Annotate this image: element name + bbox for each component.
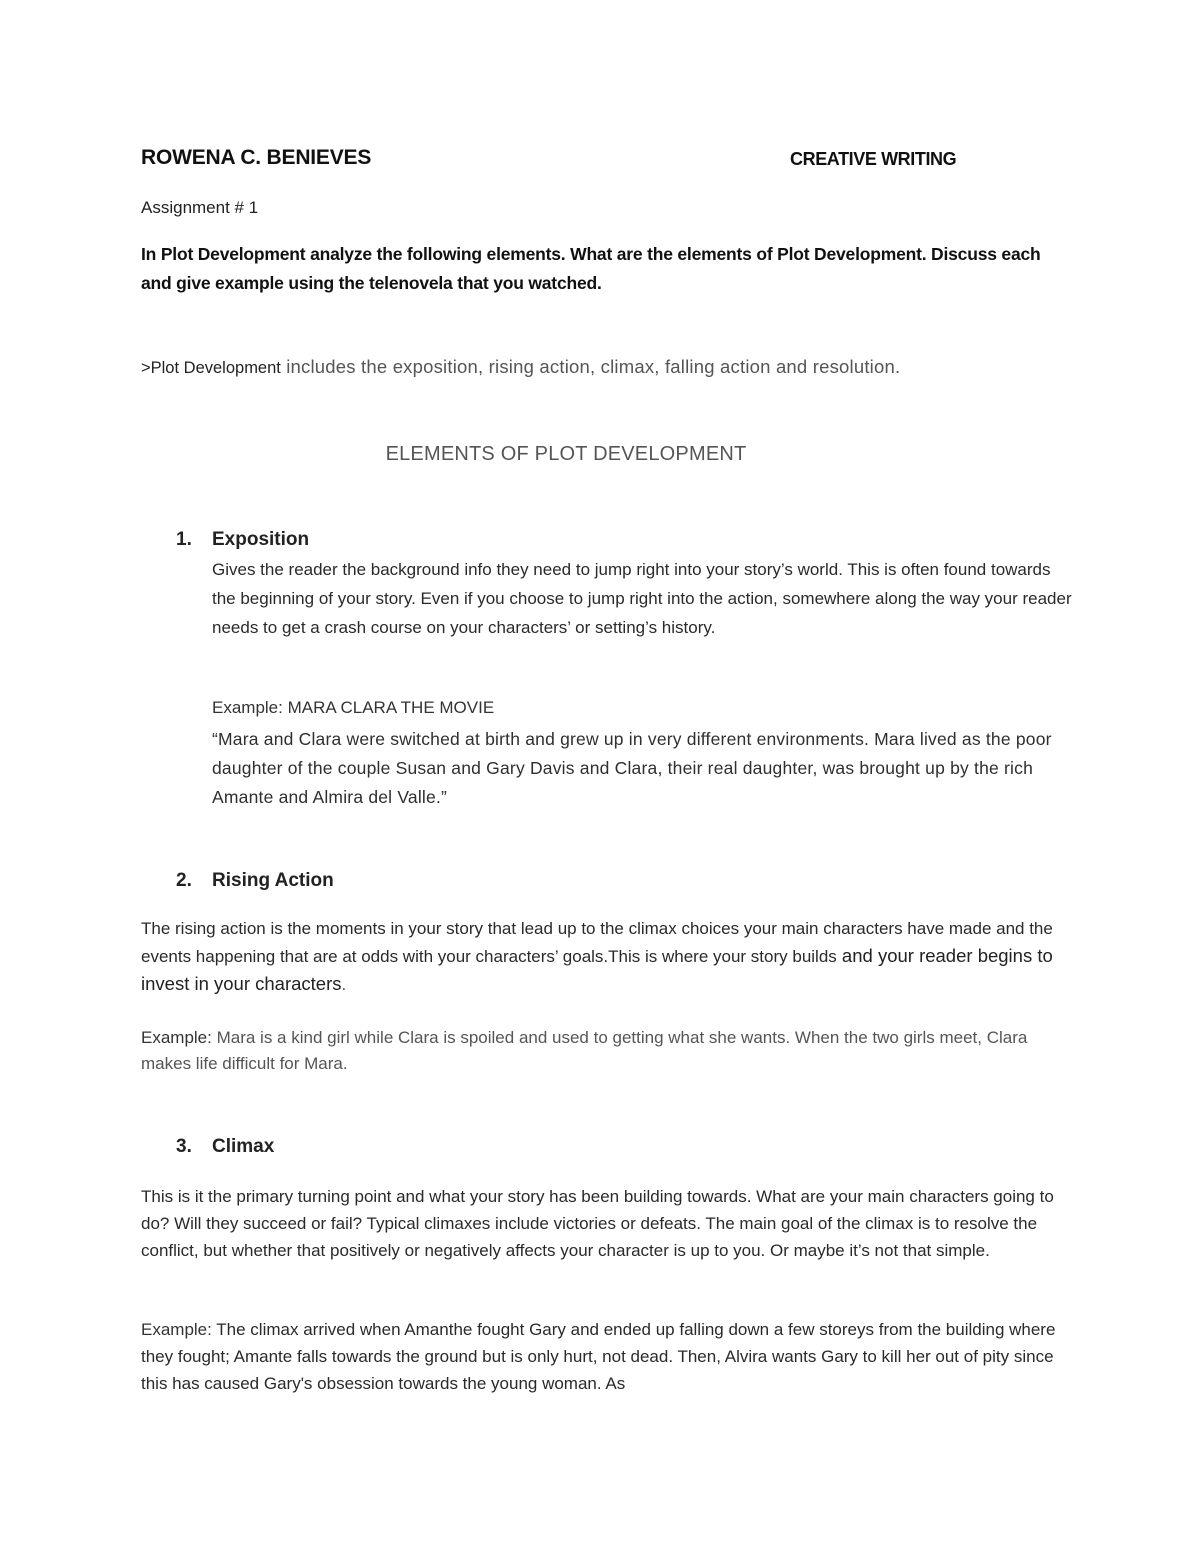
section-heading-exposition [176,529,309,551]
exposition-body: Gives the reader the background info they need to jump right into your story’s world. This is often found towards the beginning of your story. Even if you choose to jump right into the action, somewhere along the way your reader needs to get a crash course on your characters’ or setting’s history. [212,560,1072,637]
section-number: 1. [176,529,192,550]
exposition-example-quote: “Mara and Clara were switched at birth and grew up in very different environments. Mara lived as the poor daughter of the couple Susan and Gary Davis and Clara, their real daughter, was brought up by the rich Amante and Almira del Valle.” [212,729,1052,807]
section-title: Climax [212,1136,275,1157]
rising-body-main: The rising action is the moments in your story that lead up to the climax choices your main characters have made and the events happening that are at odds with your characters’ goals.This is where your story builds [141,919,1053,966]
example-text: The climax arrived when Amanthe fought Gary and ended up falling down a few storeys from the building where they fought; Amante falls towards the ground but is only hurt, not dead. Then, Alvira wants Gary to kill her out of pity since this has caused Gary's obsession towards the young woman. As [141,1320,1056,1393]
section-number: 3. [176,1136,192,1157]
assignment-question: In Plot Development analyze the following elements. What are the elements of Plot Development. Discuss each and give example using the telenovela that you watched. [141,244,1041,293]
section-title: Exposition [212,529,310,550]
rising-body-end: . [341,975,347,994]
assignment-number: Assignment # 1 [141,198,259,217]
intro-rest: includes the exposition, rising action, climax, falling action and resolution. [280,356,901,377]
intro-lead: >Plot Development [141,359,281,377]
climax-body: This is it the primary turning point and what your story has been building towards. What are your main characters going to do? Will they succeed or fail? Typical climaxes include victories or defeats. The main goal of the climax is to resolve the conflict, but whether that positively or negatively affects your character is up to you. Or maybe it’s not that simple. [141,1187,1054,1260]
intro-paragraph [141,356,1081,378]
subject-title: CREATIVE WRITING [790,149,957,169]
example-label: Example: [141,1028,212,1047]
author-name: ROWENA C. BENIEVES [141,146,372,169]
rising-body-emphasis: and your reader begins to invest in your characters [141,945,1053,994]
section-title: Rising Action [212,870,334,891]
section-heading-rising-action [176,870,334,892]
example-text: Mara is a kind girl while Clara is spoiled and used to getting what she wants. When the two girls meet, Clara makes life difficult for Mara. [141,1028,1028,1073]
climax-example [141,1316,1061,1397]
rising-action-body [141,915,1061,998]
rising-action-example [141,1025,1061,1077]
section-number: 2. [176,870,192,891]
exposition-example-label: Example: MARA CLARA THE MOVIE [212,698,495,717]
elements-heading: ELEMENTS OF PLOT DEVELOPMENT [385,443,747,465]
section-heading-climax [176,1136,274,1158]
example-label: Example: [141,1320,212,1339]
